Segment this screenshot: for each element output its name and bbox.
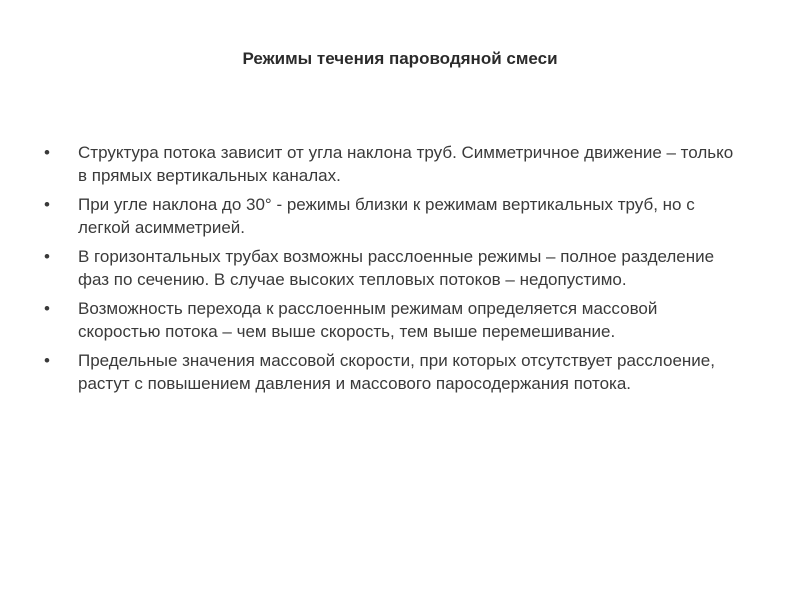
bullet-icon: • (44, 299, 50, 318)
list-item (44, 193, 734, 239)
bullet-text: Возможность перехода к расслоенным режимам определяется массовой скоростью потока – чем выше скорость, тем выше перемешивание. (78, 299, 658, 341)
list-item (44, 245, 734, 291)
bullet-icon: • (44, 351, 50, 370)
list-item (44, 297, 734, 343)
bullet-icon: • (44, 247, 50, 266)
bullet-text: В горизонтальных трубах возможны расслоенные режимы – полное разделение фаз по сечению. В случае высоких тепловых потоков – недопустимо. (78, 247, 715, 289)
bullet-text: При угле наклона до 30° - режимы близки к режимам вертикальных труб, но с легкой асимметрией. (78, 195, 695, 237)
bullet-text: Структура потока зависит от угла наклона труб. Симметричное движение – только в прямых вертикальных каналах. (78, 143, 734, 185)
bullet-text: Предельные значения массовой скорости, при которых отсутствует расслоение, растут с повышением давления и массового паросодержания потока. (78, 351, 715, 393)
list-item (44, 141, 734, 187)
bullet-icon: • (44, 143, 50, 162)
bullet-icon: • (44, 195, 50, 214)
bullet-list (44, 141, 734, 401)
slide-title: Режимы течения пароводяной смеси (242, 49, 558, 68)
list-item (44, 349, 734, 395)
